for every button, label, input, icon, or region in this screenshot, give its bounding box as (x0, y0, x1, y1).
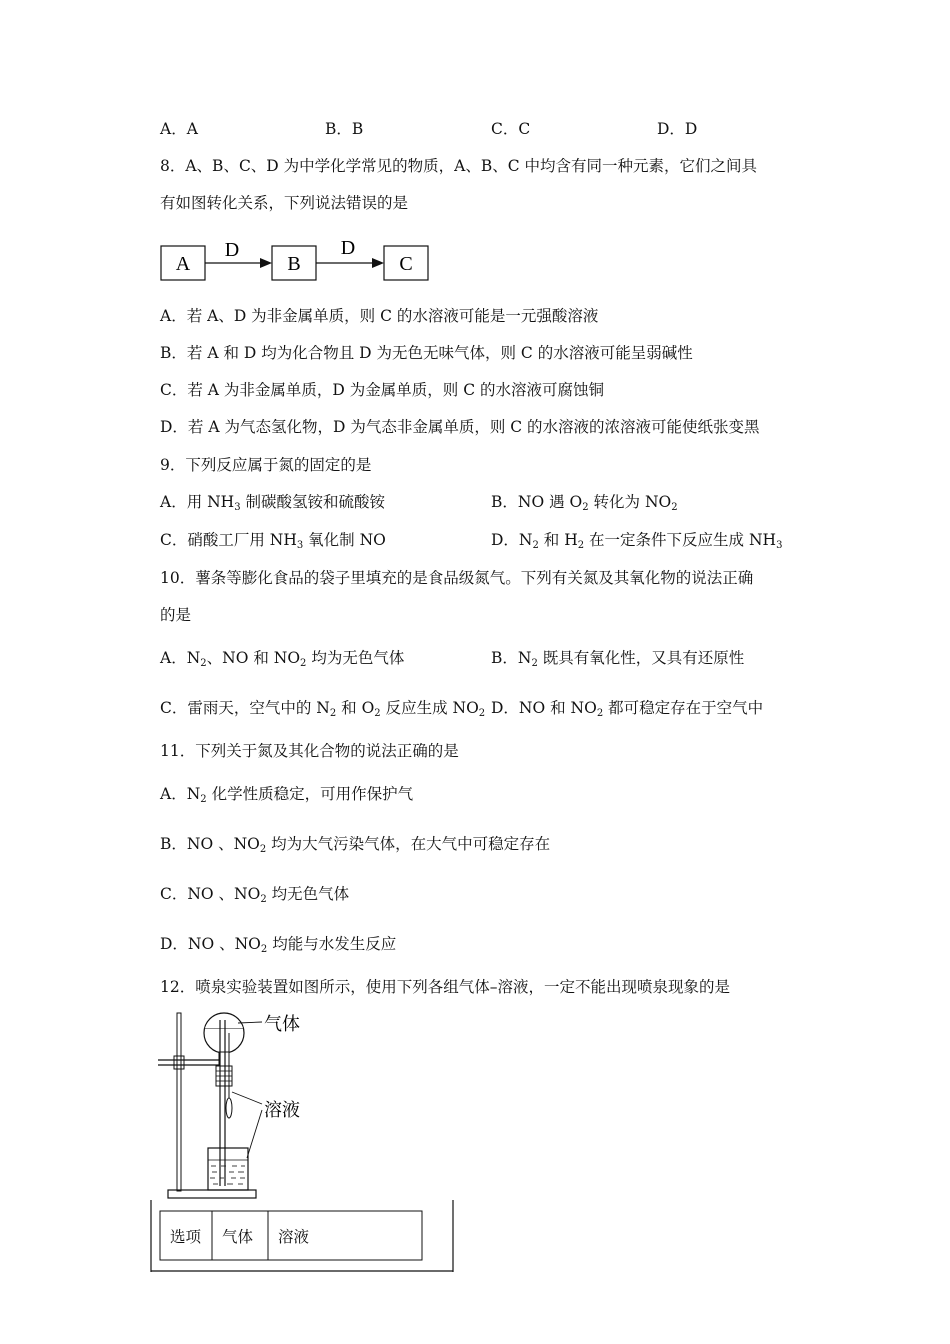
solution-label: 溶液 (264, 1100, 300, 1121)
fountain-apparatus (150, 1008, 320, 1208)
q9-option-b: B．NO 遇 $O_2$ 转化为 $NO_2$ (491, 493, 678, 513)
arrow1-label: D (224, 239, 240, 261)
q7-option-b: B．B (325, 120, 364, 138)
table-header-option: 选项 (170, 1228, 202, 1246)
q8-stem-line2: 有如图转化关系，下列说法错误的是 (160, 194, 409, 212)
q11-stem: 11．下列关于氮及其化合物的说法正确的是 (160, 742, 459, 760)
q8-option-d: D．若 A 为气态氢化物，D 为气态非金属单质，则 C 的水溶液的浓溶液可能使纸张变黑 (160, 418, 760, 436)
q11-option-d: D．NO 、$NO_2$ 均能与水发生反应 (160, 935, 397, 955)
box-a-label: A (175, 253, 191, 275)
q8-transform-diagram (160, 232, 460, 284)
q10-stem-line1: 10．薯条等膨化食品的袋子里填充的是食品级氮气。下列有关氮及其氧化物的说法正确 (160, 569, 754, 587)
q9-option-c: C．硝酸工厂用 $NH_3$ 氧化制 NO (160, 531, 386, 551)
q8-option-a: A．若 A、D 为非金属单质，则 C 的水溶液可能是一元强酸溶液 (160, 307, 599, 325)
q11-option-b: B．NO 、$NO_2$ 均为大气污染气体，在大气中可稳定存在 (160, 835, 551, 855)
arrow2-label: D (340, 237, 356, 259)
dropper-bulb (226, 1098, 232, 1118)
q8-option-c: C．若 A 为非金属单质，D 为金属单质，则 C 的水溶液可腐蚀铜 (160, 381, 604, 399)
q11-option-a: A．$N_2$ 化学性质稳定，可用作保护气 (160, 785, 414, 805)
q8-stem-line1: 8．A、B、C、D 为中学化学常见的物质，A、B、C 中均含有同一种元素，它们之间具 (160, 157, 758, 175)
q10-option-b: B．$N_2$ 既具有氧化性，又具有还原性 (491, 649, 745, 669)
table-header-gas: 气体 (222, 1228, 254, 1246)
arrow-head-1 (260, 258, 272, 268)
q9-option-d: D．$N_2$ 和 $H_2$ 在一定条件下反应生成 $NH_3$ (491, 531, 783, 551)
table-header-solution: 溶液 (278, 1228, 310, 1246)
box-b-label: B (287, 253, 301, 275)
q12-stem: 12．喷泉实验装置如图所示，使用下列各组气体–溶液，一定不能出现喷泉现象的是 (160, 978, 730, 996)
gas-label: 气体 (264, 1014, 300, 1035)
q10-option-d: D．NO 和 $NO_2$ 都可稳定存在于空气中 (491, 699, 764, 719)
q9-stem: 9．下列反应属于氮的固定的是 (160, 456, 372, 474)
q10-option-c: C．雷雨天，空气中的 $N_2$ 和 $O_2$ 反应生成 $NO_2$ (160, 699, 486, 719)
q8-option-b: B．若 A 和 D 均为化合物且 D 为无色无味气体，则 C 的水溶液可能呈弱碱性 (160, 344, 693, 362)
q10-stem-line2: 的是 (160, 606, 192, 624)
arrow-head-2 (372, 258, 384, 268)
box-c-label: C (399, 253, 413, 275)
stand-rod (177, 1013, 181, 1191)
q11-option-c: C．NO 、$NO_2$ 均无色气体 (160, 885, 350, 905)
q12-options-table (150, 1200, 454, 1272)
q7-option-a: A．A (160, 120, 198, 138)
q7-option-c: C．C (491, 120, 531, 138)
solution-hatching (210, 1166, 245, 1184)
q10-option-a: A．$N_2$、NO 和 $NO_2$ 均为无色气体 (160, 649, 405, 669)
q7-option-d: D．D (657, 120, 698, 138)
q9-option-a: A．用 $NH_3$ 制碳酸氢铵和硫酸铵 (160, 493, 386, 513)
